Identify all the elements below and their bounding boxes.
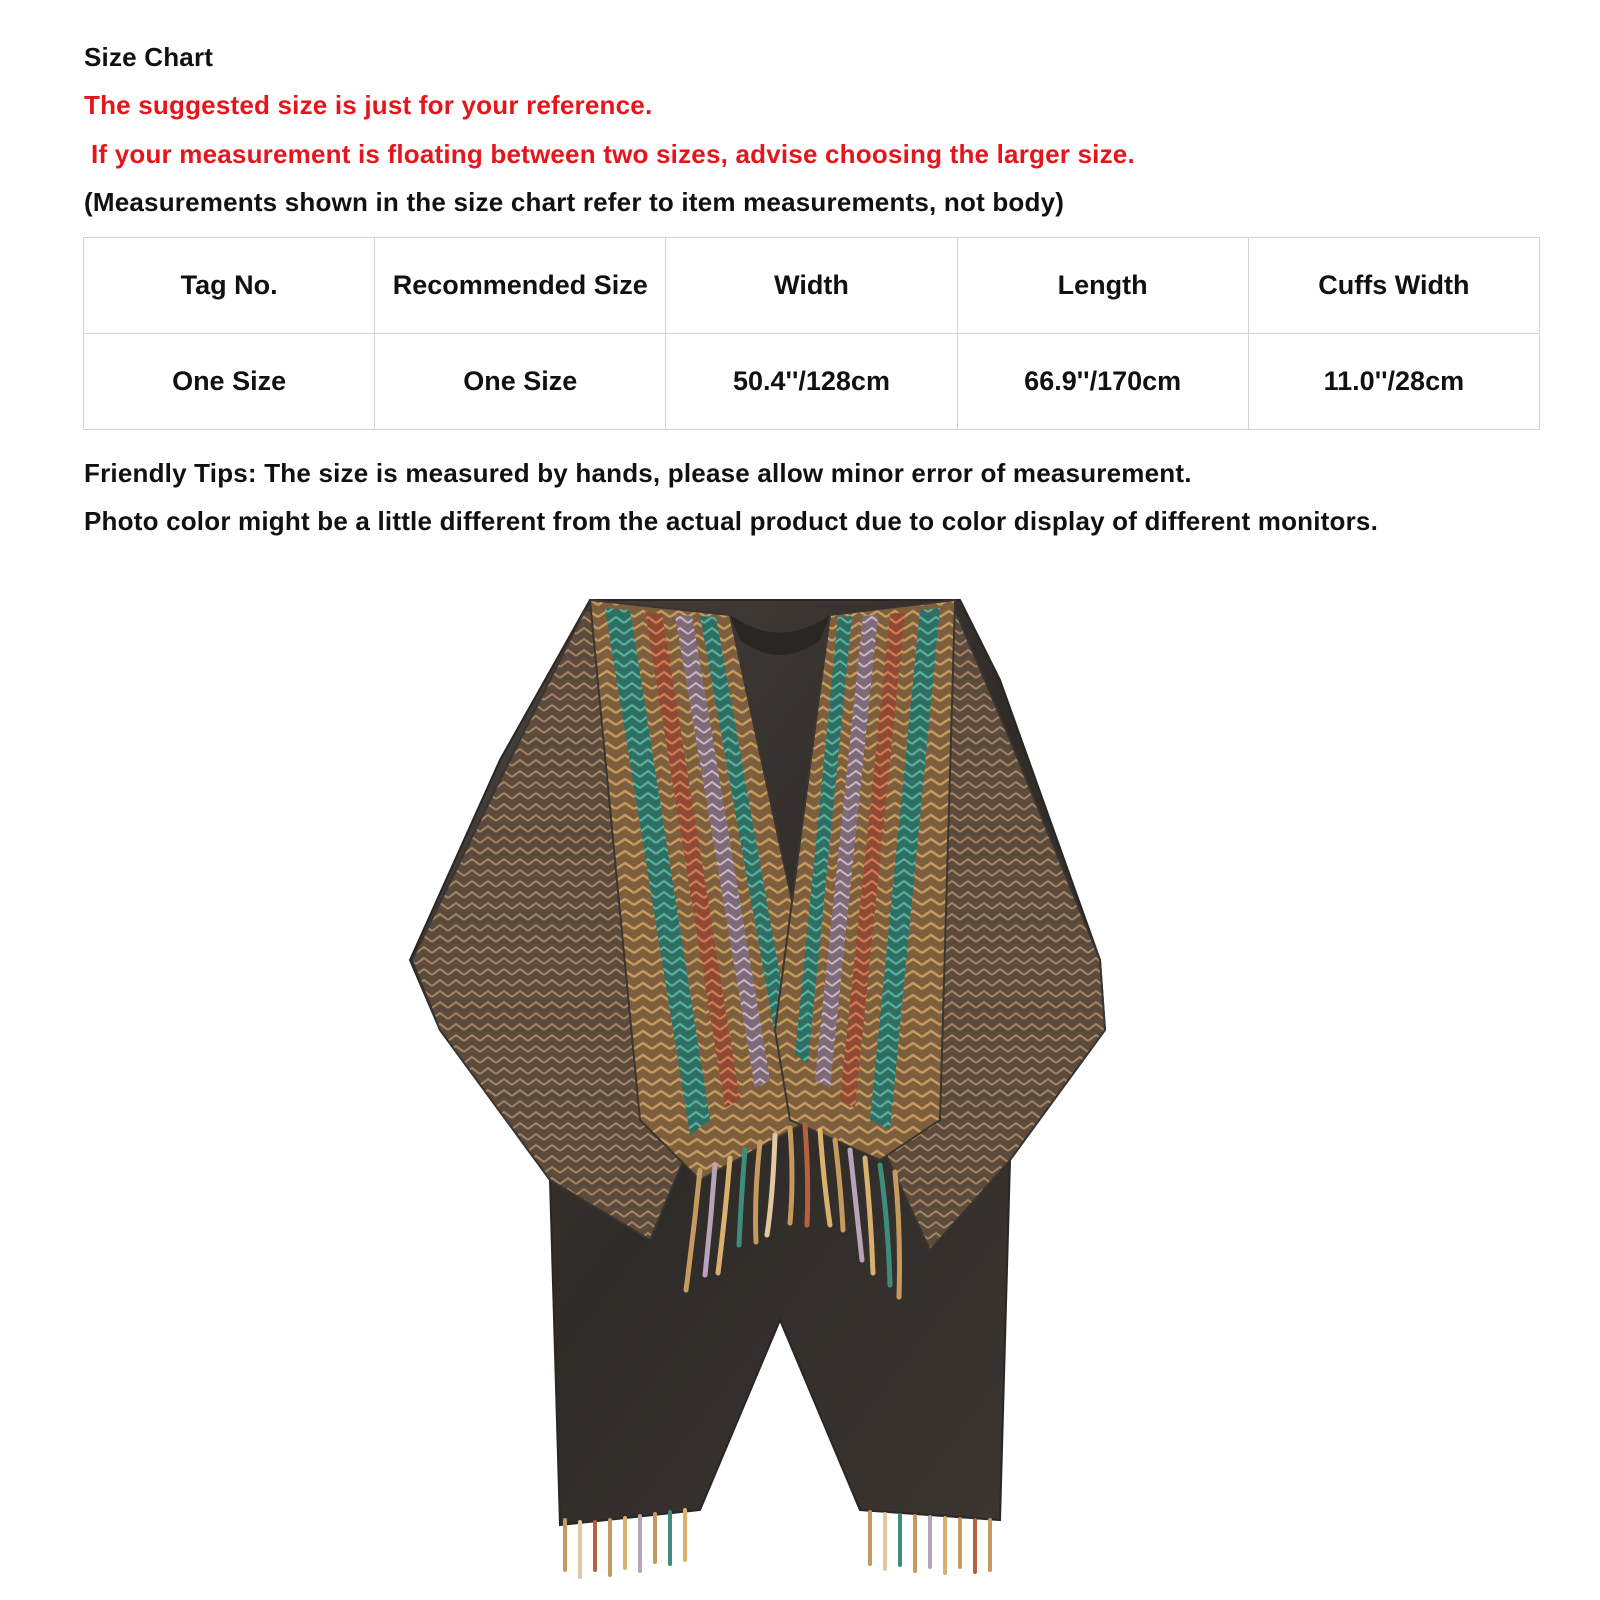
table-header-row bbox=[84, 238, 1540, 334]
measurement-note: (Measurements shown in the size chart refer to item measurements, not body) bbox=[84, 187, 1065, 217]
larger-size-advice: If your measurement is floating between two sizes, advise choosing the larger size. bbox=[91, 139, 1135, 169]
friendly-tip-1: Friendly Tips: The size is measured by hands, please allow minor error of measurement. bbox=[84, 458, 1192, 488]
size-chart-title: Size Chart bbox=[84, 42, 214, 72]
column-header: Cuffs Width bbox=[1248, 238, 1539, 334]
product-image bbox=[400, 560, 1160, 1590]
column-header: Width bbox=[666, 238, 957, 334]
table-cell: One Size bbox=[375, 334, 666, 430]
hem-fringe bbox=[565, 1510, 990, 1577]
table-cell: 66.9''/170cm bbox=[957, 334, 1248, 430]
column-header: Tag No. bbox=[84, 238, 375, 334]
table-cell: 11.0''/28cm bbox=[1248, 334, 1539, 430]
size-table bbox=[83, 237, 1540, 430]
table-cell: 50.4''/128cm bbox=[666, 334, 957, 430]
column-header: Length bbox=[957, 238, 1248, 334]
friendly-tip-2: Photo color might be a little different from the actual product due to color display of different monitors. bbox=[84, 506, 1379, 536]
table-row bbox=[84, 334, 1540, 430]
table-cell: One Size bbox=[84, 334, 375, 430]
reference-note: The suggested size is just for your reference. bbox=[84, 90, 653, 120]
column-header: Recommended Size bbox=[375, 238, 666, 334]
poncho-icon bbox=[400, 560, 1160, 1590]
